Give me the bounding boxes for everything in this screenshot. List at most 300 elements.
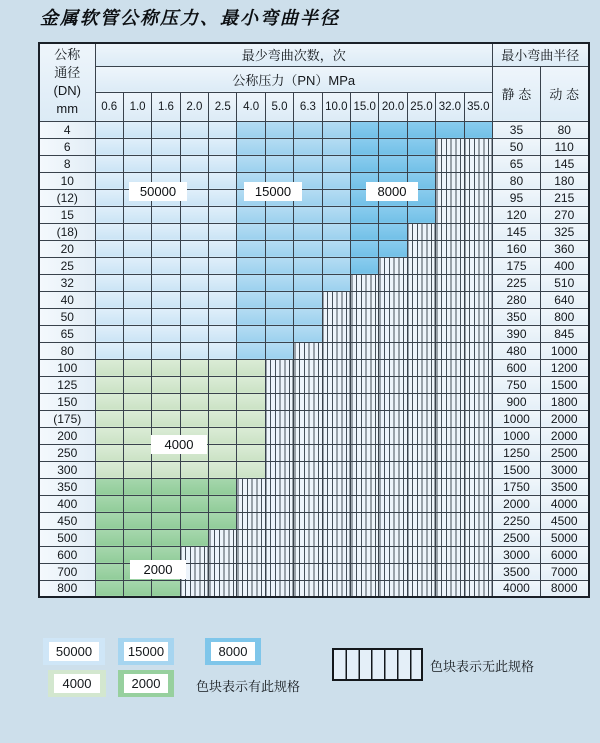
spec-cell [123,274,151,291]
no-spec-cell [407,529,435,546]
spec-cell [95,206,123,223]
no-spec-cell [294,563,322,580]
dynamic-radius-cell: 360 [540,240,588,257]
spec-cell [237,155,265,172]
no-spec-cell [180,580,208,597]
spec-cell [180,495,208,512]
dn-cell: 400 [39,495,95,512]
spec-cell [237,444,265,461]
spec-cell [95,274,123,291]
no-spec-cell [436,563,464,580]
static-radius-cell: 65 [492,155,540,172]
static-radius-cell: 95 [492,189,540,206]
no-spec-cell [265,563,293,580]
static-radius-cell: 35 [492,121,540,138]
spec-cell [95,308,123,325]
spec-cell [322,172,350,189]
static-radius-cell: 50 [492,138,540,155]
no-spec-cell [436,376,464,393]
no-spec-cell [265,359,293,376]
spec-cell [209,172,237,189]
dynamic-radius-cell: 325 [540,223,588,240]
legend-swatch [48,670,106,697]
dn-cell: (175) [39,410,95,427]
no-spec-cell [379,427,407,444]
no-spec-cell [237,563,265,580]
dn-cell: 250 [39,444,95,461]
spec-cell [123,359,151,376]
spec-cell [209,223,237,240]
static-radius-cell: 1500 [492,461,540,478]
spec-cell [123,427,151,444]
no-spec-cell [436,580,464,597]
no-spec-cell [436,342,464,359]
spec-cell [294,308,322,325]
spec-cell [152,274,180,291]
bend-cycles-header: 最少弯曲次数，次 [95,43,492,66]
no-spec-cell [351,461,379,478]
static-radius-cell: 480 [492,342,540,359]
spec-cell [180,410,208,427]
spec-cell [180,308,208,325]
static-radius-cell: 175 [492,257,540,274]
no-spec-cell [351,376,379,393]
spec-cell [209,308,237,325]
no-spec-cell [351,342,379,359]
spec-cell [180,393,208,410]
spec-cell [237,274,265,291]
no-spec-cell [407,563,435,580]
dynamic-radius-cell: 215 [540,189,588,206]
spec-cell [180,325,208,342]
spec-cell [180,512,208,529]
no-spec-cell [209,580,237,597]
table-row [39,189,589,206]
table-row [39,138,589,155]
no-spec-cell [294,427,322,444]
spec-cell [95,546,123,563]
page-title: 金属软管公称压力、最小弯曲半径 [40,8,340,29]
no-spec-cell [265,393,293,410]
no-spec-cell [322,529,350,546]
table-row [39,580,589,597]
no-spec-cell [464,461,492,478]
nominal-pressure-header: 公称压力（PN）MPa [95,66,492,92]
spec-cell [265,308,293,325]
spec-cell [95,342,123,359]
spec-cell [123,478,151,495]
no-spec-cell [436,206,464,223]
table-row [39,155,589,172]
spec-cell [180,257,208,274]
spec-cell [237,427,265,444]
spec-cell [152,580,180,597]
no-spec-cell [407,478,435,495]
spec-cell [123,529,151,546]
min-radius-header: 最小弯曲半径 [492,43,588,66]
no-spec-cell [294,478,322,495]
dynamic-radius-cell: 5000 [540,529,588,546]
spec-cell [209,427,237,444]
spec-cell [322,138,350,155]
spec-cell [209,206,237,223]
spec-cell [123,444,151,461]
no-spec-cell [436,478,464,495]
dn-cell: 100 [39,359,95,376]
dn-cell: 4 [39,121,95,138]
dn-cell: 500 [39,529,95,546]
spec-cell [209,410,237,427]
no-spec-cell [294,410,322,427]
spec-cell [180,155,208,172]
spec-cell [95,478,123,495]
no-spec-cell [464,563,492,580]
spec-cell [265,257,293,274]
no-spec-cell [436,240,464,257]
spec-cell [436,121,464,138]
no-spec-cell [322,410,350,427]
spec-cell [123,291,151,308]
no-spec-cell [436,546,464,563]
no-spec-cell [322,580,350,597]
no-spec-cell [464,189,492,206]
dn-cell: 40 [39,291,95,308]
static-radius-cell: 600 [492,359,540,376]
no-spec-cell [322,546,350,563]
dynamic-radius-cell: 1800 [540,393,588,410]
table-row [39,257,589,274]
static-radius-cell: 1000 [492,410,540,427]
dn-header-line: (DN) [53,83,81,99]
spec-cell [95,172,123,189]
no-spec-cell [436,308,464,325]
pressure-column-header: 0.6 [95,92,123,121]
no-spec-cell [464,325,492,342]
table-row [39,563,589,580]
spec-cell [407,155,435,172]
legend-swatch-label: 8000 [211,642,255,661]
no-spec-cell [407,393,435,410]
no-spec-cell [265,444,293,461]
spec-cell [209,512,237,529]
no-spec-cell [294,461,322,478]
spec-cell [152,121,180,138]
dn-cell: 350 [39,478,95,495]
no-spec-cell [436,427,464,444]
table-row [39,308,589,325]
table-row [39,325,589,342]
spec-cell [180,359,208,376]
no-spec-cell [464,376,492,393]
pressure-column-header: 10.0 [322,92,350,121]
pressure-radius-table [38,42,590,598]
spec-cell [123,257,151,274]
no-spec-cell [294,580,322,597]
legend-swatch-label: 2000 [124,674,168,693]
spec-cell [95,257,123,274]
no-spec-cell [464,223,492,240]
dynamic-radius-cell: 3500 [540,478,588,495]
spec-cell [152,155,180,172]
no-spec-cell [464,257,492,274]
no-spec-cell [436,223,464,240]
bend-count-label: 15000 [244,182,302,201]
spec-cell [123,308,151,325]
no-spec-cell [351,359,379,376]
spec-cell [294,121,322,138]
spec-cell [237,257,265,274]
table-row [39,410,589,427]
no-spec-cell [436,291,464,308]
no-spec-cell [351,580,379,597]
spec-cell [95,495,123,512]
spec-cell [123,325,151,342]
no-spec-cell [379,444,407,461]
static-radius-cell: 3000 [492,546,540,563]
table-body [39,121,589,597]
spec-cell [379,138,407,155]
pressure-column-header: 32.0 [436,92,464,121]
no-spec-cell [265,427,293,444]
table-row [39,274,589,291]
no-spec-cell [351,444,379,461]
no-spec-cell [407,546,435,563]
spec-cell [294,257,322,274]
spec-cell [407,138,435,155]
no-spec-cell [464,427,492,444]
static-radius-cell: 750 [492,376,540,393]
pressure-column-header: 5.0 [265,92,293,121]
spec-cell [180,206,208,223]
no-spec-cell [379,546,407,563]
no-spec-cell [351,512,379,529]
spec-cell [152,138,180,155]
spec-cell [95,512,123,529]
dynamic-radius-cell: 2000 [540,427,588,444]
dn-cell: 600 [39,546,95,563]
dn-cell: 50 [39,308,95,325]
no-spec-cell [464,546,492,563]
spec-cell [209,121,237,138]
table-row [39,529,589,546]
spec-cell [265,155,293,172]
spec-cell [180,274,208,291]
spec-cell [294,138,322,155]
dynamic-radius-cell: 3000 [540,461,588,478]
no-spec-cell [407,325,435,342]
no-spec-cell [237,546,265,563]
spec-cell [95,240,123,257]
spec-cell [407,121,435,138]
spec-cell [180,478,208,495]
no-spec-cell [464,495,492,512]
pressure-column-header: 35.0 [464,92,492,121]
spec-cell [351,138,379,155]
no-spec-cell [379,461,407,478]
no-spec-cell [265,495,293,512]
no-spec-cell [407,495,435,512]
dynamic-column-header: 动 态 [540,66,588,121]
no-spec-cell [351,325,379,342]
table-row [39,495,589,512]
dynamic-radius-cell: 145 [540,155,588,172]
spec-cell [209,155,237,172]
dn-cell: 150 [39,393,95,410]
static-radius-cell: 120 [492,206,540,223]
spec-cell [180,291,208,308]
spec-cell [123,393,151,410]
no-spec-cell [464,393,492,410]
no-spec-cell [407,359,435,376]
no-spec-cell [294,529,322,546]
no-spec-cell [351,529,379,546]
spec-cell [152,359,180,376]
spec-cell [209,325,237,342]
dynamic-radius-cell: 1500 [540,376,588,393]
dn-cell: 300 [39,461,95,478]
dynamic-radius-cell: 270 [540,206,588,223]
spec-cell [95,444,123,461]
dynamic-radius-cell: 6000 [540,546,588,563]
spec-cell [152,376,180,393]
spec-cell [265,121,293,138]
no-spec-cell [322,563,350,580]
pressure-column-header: 20.0 [379,92,407,121]
no-spec-cell [464,359,492,376]
no-spec-cell [209,546,237,563]
no-spec-cell [294,495,322,512]
table-row [39,206,589,223]
spec-cell [237,410,265,427]
pressure-column-header: 1.6 [152,92,180,121]
no-spec-cell [237,495,265,512]
spec-cell [123,240,151,257]
spec-cell [237,121,265,138]
no-spec-cell [436,274,464,291]
no-spec-cell [464,512,492,529]
no-spec-cell [294,376,322,393]
no-spec-cell [237,512,265,529]
legend-swatch-label: 15000 [124,642,168,661]
bend-count-label: 50000 [129,182,187,201]
legend-swatch [43,638,105,665]
spec-cell [379,206,407,223]
no-spec-cell [237,580,265,597]
no-spec-cell [407,376,435,393]
pressure-column-header: 1.0 [123,92,151,121]
no-spec-cell [351,495,379,512]
no-spec-cell [464,308,492,325]
dynamic-radius-cell: 845 [540,325,588,342]
no-spec-cell [407,291,435,308]
spec-cell [152,495,180,512]
spec-cell [123,512,151,529]
spec-cell [123,138,151,155]
spec-cell [265,138,293,155]
table-row [39,240,589,257]
spec-cell [351,121,379,138]
spec-cell [95,580,123,597]
no-spec-cell [436,512,464,529]
no-spec-cell [464,274,492,291]
dynamic-radius-cell: 4500 [540,512,588,529]
spec-cell [351,206,379,223]
spec-cell [209,478,237,495]
spec-cell [95,461,123,478]
no-spec-cell [379,308,407,325]
spec-cell [123,495,151,512]
no-spec-cell [351,274,379,291]
dn-cell: 10 [39,172,95,189]
no-spec-cell [379,410,407,427]
no-spec-cell [379,393,407,410]
no-spec-cell [294,342,322,359]
table-row [39,461,589,478]
no-spec-cell [436,495,464,512]
no-spec-cell [407,308,435,325]
spec-cell [152,478,180,495]
no-spec-cell [407,223,435,240]
spec-cell [123,376,151,393]
spec-cell [237,223,265,240]
spec-cell [294,325,322,342]
dn-cell: 125 [39,376,95,393]
spec-cell [152,240,180,257]
static-radius-cell: 2000 [492,495,540,512]
spec-cell [322,240,350,257]
spec-cell [209,376,237,393]
no-spec-cell [322,427,350,444]
spec-cell [209,257,237,274]
spec-cell [294,291,322,308]
spec-cell [237,240,265,257]
spec-cell [152,325,180,342]
spec-cell [209,138,237,155]
dn-cell: 700 [39,563,95,580]
no-spec-cell [407,342,435,359]
bend-count-label: 8000 [366,182,418,201]
spec-cell [209,189,237,206]
no-spec-cell [436,359,464,376]
no-spec-cell [322,359,350,376]
no-spec-cell [464,138,492,155]
spec-cell [95,291,123,308]
no-spec-cell [407,410,435,427]
no-spec-cell [379,478,407,495]
spec-cell [180,121,208,138]
no-spec-cell [436,393,464,410]
spec-cell [209,495,237,512]
no-spec-cell [322,325,350,342]
dynamic-radius-cell: 7000 [540,563,588,580]
no-spec-cell [407,512,435,529]
spec-cell [265,223,293,240]
spec-cell [209,274,237,291]
no-spec-cell [379,342,407,359]
no-spec-cell [464,172,492,189]
spec-cell [95,563,123,580]
static-radius-cell: 1750 [492,478,540,495]
spec-cell [237,206,265,223]
no-spec-cell [464,410,492,427]
dynamic-radius-cell: 800 [540,308,588,325]
spec-cell [322,121,350,138]
spec-cell [180,138,208,155]
no-spec-cell [379,325,407,342]
dn-cell: 80 [39,342,95,359]
dynamic-radius-cell: 110 [540,138,588,155]
no-spec-cell [436,138,464,155]
